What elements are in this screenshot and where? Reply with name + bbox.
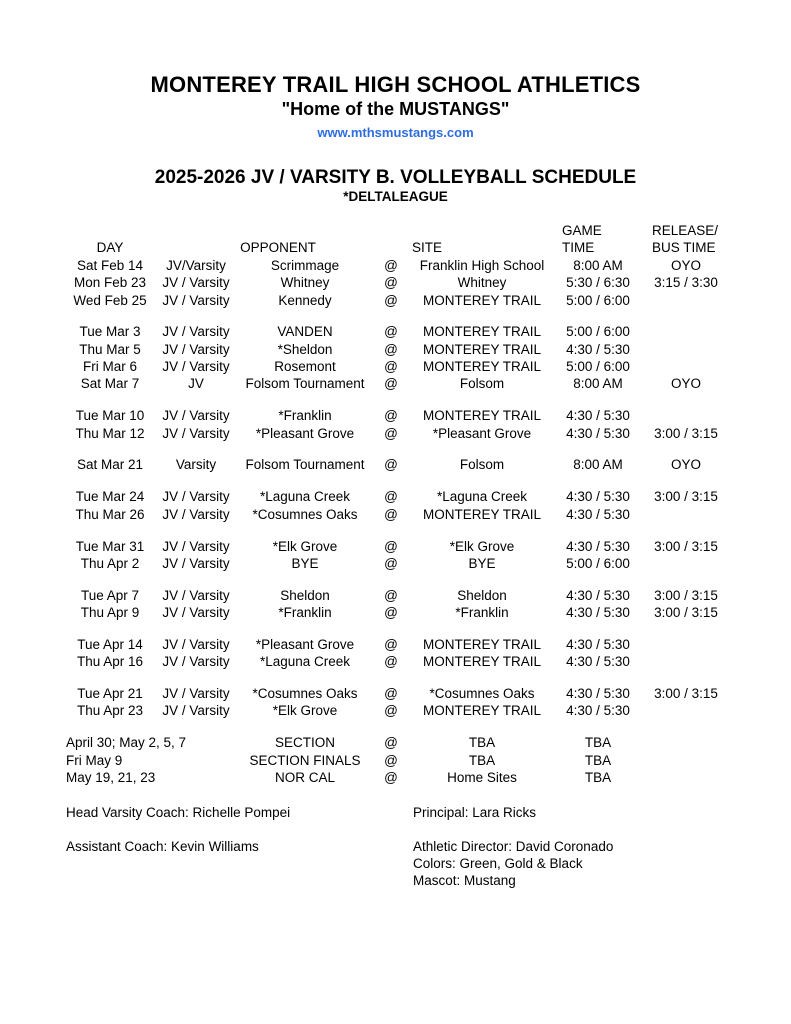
cell-time: TBA	[584, 735, 612, 751]
cell-day: Thu Apr 16	[76, 654, 144, 670]
cell-release: 3:00 / 3:15	[654, 425, 718, 441]
cell-at: @	[384, 258, 398, 273]
cell-time: TBA	[584, 752, 612, 768]
schedule-row	[60, 702, 791, 719]
cell-level: JV / Varsity	[162, 654, 230, 670]
athletic-director-line: Athletic Director: David Coronado	[413, 839, 614, 855]
cell-day: Thu Mar 12	[75, 425, 145, 441]
cell-release: 3:00 / 3:15	[654, 605, 718, 621]
cell-at: @	[384, 605, 398, 621]
cell-at: @	[384, 735, 398, 751]
cell-level: JV	[188, 376, 204, 392]
cell-opponent: *Laguna Creek	[259, 489, 351, 505]
cell-level: JV / Varsity	[162, 341, 230, 357]
cell-time: 5:00 / 6:00	[566, 359, 630, 375]
cell-at: @	[384, 376, 398, 392]
cell-opponent: SECTION	[274, 735, 335, 751]
schedule-row	[60, 323, 791, 340]
cell-level: JV / Varsity	[162, 686, 230, 702]
col-header-site: SITE	[411, 240, 442, 255]
cell-opponent: *Cosumnes Oaks	[252, 686, 358, 702]
page-title: MONTEREY TRAIL HIGH SCHOOL ATHLETICS	[150, 72, 641, 97]
cell-level: JV / Varsity	[162, 275, 230, 291]
schedule-row	[60, 292, 791, 309]
cell-time: 4:30 / 5:30	[566, 506, 630, 522]
cell-at: @	[384, 587, 398, 603]
schedule-row	[60, 734, 791, 751]
cell-release: OYO	[670, 457, 701, 473]
schedule-row	[60, 456, 791, 473]
cell-time: 4:30 / 5:30	[566, 408, 630, 424]
cell-site: *Elk Grove	[449, 538, 515, 554]
footer-right-column	[413, 804, 613, 889]
cell-release: 3:15 / 3:30	[654, 275, 718, 291]
schedule-table-body	[60, 257, 791, 786]
cell-time: 4:30 / 5:30	[566, 605, 630, 621]
cell-day: Tue Apr 14	[77, 636, 143, 652]
principal-line: Principal: Lara Ricks	[413, 805, 537, 821]
cell-site: MONTEREY TRAIL	[422, 654, 542, 670]
cell-site: MONTEREY TRAIL	[422, 506, 542, 522]
cell-time: 4:30 / 5:30	[566, 587, 630, 603]
page-subtitle: "Home of the MUSTANGS"	[281, 99, 510, 119]
schedule-group	[60, 587, 791, 622]
cell-level: JV / Varsity	[162, 555, 230, 571]
cell-time: 4:30 / 5:30	[566, 425, 630, 441]
cell-opponent: NOR CAL	[274, 769, 335, 785]
cell-time: 4:30 / 5:30	[566, 538, 630, 554]
cell-time: 8:00 AM	[573, 457, 623, 473]
cell-day: Tue Mar 10	[75, 408, 145, 424]
cell-at: @	[384, 408, 398, 424]
cell-level: JV / Varsity	[162, 425, 230, 441]
cell-at: @	[384, 636, 398, 652]
cell-level: JV / Varsity	[162, 703, 230, 719]
league-note: *DELTALEAGUE	[343, 189, 448, 204]
cell-site: Folsom	[459, 376, 505, 392]
schedule-row	[60, 341, 791, 358]
schedule-group	[60, 488, 791, 523]
cell-time: 4:30 / 5:30	[566, 489, 630, 505]
cell-day: Mon Feb 23	[73, 275, 147, 291]
schedule-group	[60, 257, 791, 309]
cell-level: JV / Varsity	[162, 292, 230, 308]
schedule-row	[60, 488, 791, 505]
cell-day: April 30; May 2, 5, 7	[66, 735, 187, 751]
cell-site: Sheldon	[457, 587, 507, 603]
cell-day: Thu Mar 26	[75, 506, 145, 522]
cell-at: @	[384, 506, 398, 522]
colors-line: Colors: Green, Gold & Black	[413, 856, 583, 872]
cell-day: Sat Mar 21	[76, 457, 144, 473]
cell-level: JV/Varsity	[166, 258, 226, 273]
cell-site: *Pleasant Grove	[432, 425, 532, 441]
cell-level: JV / Varsity	[162, 506, 230, 522]
cell-time: 8:00 AM	[573, 258, 623, 273]
schedule-row	[60, 555, 791, 572]
cell-day: Thu Apr 23	[76, 703, 144, 719]
cell-site: MONTEREY TRAIL	[422, 341, 542, 357]
schedule-group	[60, 685, 791, 720]
cell-day: Thu Mar 5	[79, 341, 141, 357]
footer-left-column	[66, 804, 413, 889]
cell-time: 4:30 / 5:30	[566, 654, 630, 670]
cell-level: JV / Varsity	[162, 359, 230, 375]
col-header-release-bus-time: RELEASE/ BUS TIME	[652, 223, 719, 255]
cell-release: 3:00 / 3:15	[654, 587, 718, 603]
cell-site: TBA	[468, 735, 496, 751]
cell-time: 4:30 / 5:30	[566, 703, 630, 719]
cell-day: Thu Apr 2	[80, 555, 140, 571]
cell-day: Fri Mar 6	[83, 359, 137, 375]
cell-day: May 19, 21, 23	[66, 769, 156, 785]
cell-level: JV / Varsity	[162, 538, 230, 554]
cell-opponent: *Pleasant Grove	[255, 636, 355, 652]
document-footer	[66, 804, 791, 889]
cell-at: @	[384, 292, 398, 308]
cell-level: JV / Varsity	[162, 605, 230, 621]
cell-time: 5:00 / 6:00	[566, 324, 630, 340]
cell-opponent: *Franklin	[278, 605, 332, 621]
cell-site: Folsom	[459, 457, 505, 473]
cell-time: 8:00 AM	[573, 376, 623, 392]
cell-day: Sat Feb 14	[76, 258, 144, 273]
cell-time: 4:30 / 5:30	[566, 636, 630, 652]
cell-opponent: Folsom Tournament	[245, 376, 365, 392]
cell-day: Wed Feb 25	[73, 292, 147, 308]
cell-site: *Cosumnes Oaks	[429, 686, 535, 702]
schedule-title: 2025-2026 JV / VARSITY B. VOLLEYBALL SCHEDULE	[154, 167, 637, 188]
cell-at: @	[384, 686, 398, 702]
cell-opponent: Sheldon	[280, 587, 330, 603]
cell-level: JV / Varsity	[162, 587, 230, 603]
cell-site: Home Sites	[447, 769, 517, 785]
cell-at: @	[384, 457, 398, 473]
cell-opponent: Scrimmage	[270, 258, 340, 273]
cell-site: MONTEREY TRAIL	[422, 408, 542, 424]
schedule-table	[60, 222, 791, 786]
schedule-group	[60, 456, 791, 473]
cell-release: OYO	[670, 376, 701, 392]
cell-at: @	[384, 769, 398, 785]
cell-day: Tue Mar 31	[75, 538, 145, 554]
schedule-row	[60, 274, 791, 291]
schedule-group	[60, 734, 791, 786]
cell-opponent: *Laguna Creek	[259, 654, 351, 670]
cell-site: TBA	[468, 752, 496, 768]
cell-time: 5:30 / 6:30	[566, 275, 630, 291]
cell-site: Franklin High School	[419, 258, 545, 273]
cell-level: JV / Varsity	[162, 489, 230, 505]
cell-at: @	[384, 752, 398, 768]
cell-release: 3:00 / 3:15	[654, 686, 718, 702]
schedule-row	[60, 685, 791, 702]
cell-site: MONTEREY TRAIL	[422, 292, 542, 308]
document-header	[0, 0, 791, 205]
cell-level: JV / Varsity	[162, 636, 230, 652]
cell-time: 5:00 / 6:00	[566, 555, 630, 571]
schedule-group	[60, 323, 791, 392]
cell-at: @	[384, 654, 398, 670]
mascot-line: Mascot: Mustang	[413, 873, 516, 889]
cell-at: @	[384, 324, 398, 340]
schedule-row	[60, 506, 791, 523]
cell-site: MONTEREY TRAIL	[422, 359, 542, 375]
cell-opponent: Folsom Tournament	[245, 457, 365, 473]
cell-level: Varsity	[175, 457, 217, 473]
cell-day: Tue Mar 24	[75, 489, 145, 505]
cell-day: Sat Mar 7	[80, 376, 140, 392]
cell-at: @	[384, 489, 398, 505]
cell-at: @	[384, 425, 398, 441]
cell-time: TBA	[584, 769, 612, 785]
cell-site: *Franklin	[455, 605, 509, 621]
website-link[interactable]: www.mthsmustangs.com	[317, 125, 474, 140]
schedule-row	[60, 257, 791, 274]
cell-day: Tue Apr 21	[77, 686, 143, 702]
schedule-row	[60, 358, 791, 375]
cell-release: 3:00 / 3:15	[654, 489, 718, 505]
cell-opponent: *Sheldon	[277, 341, 333, 357]
cell-at: @	[384, 538, 398, 554]
cell-opponent: *Elk Grove	[272, 703, 338, 719]
cell-level: JV / Varsity	[162, 324, 230, 340]
cell-opponent: *Cosumnes Oaks	[252, 506, 358, 522]
cell-opponent: *Franklin	[278, 408, 332, 424]
cell-site: BYE	[468, 555, 496, 571]
cell-opponent: Whitney	[280, 275, 330, 291]
cell-site: MONTEREY TRAIL	[422, 703, 542, 719]
schedule-row	[60, 587, 791, 604]
cell-site: Whitney	[457, 275, 507, 291]
cell-release: OYO	[670, 258, 701, 273]
cell-opponent: *Elk Grove	[272, 538, 338, 554]
cell-opponent: BYE	[291, 555, 319, 571]
schedule-row	[60, 636, 791, 653]
schedule-row	[60, 425, 791, 442]
cell-opponent: VANDEN	[277, 324, 333, 340]
head-coach-line: Head Varsity Coach: Richelle Pompei	[66, 805, 291, 821]
cell-day: Tue Mar 3	[79, 324, 141, 340]
schedule-row	[60, 769, 791, 786]
table-header-row	[60, 222, 791, 256]
col-header-game-time: GAME TIME	[562, 223, 602, 255]
cell-site: *Laguna Creek	[436, 489, 528, 505]
cell-time: 4:30 / 5:30	[566, 686, 630, 702]
cell-time: 4:30 / 5:30	[566, 341, 630, 357]
cell-opponent: Rosemont	[274, 359, 336, 375]
cell-at: @	[384, 359, 398, 375]
cell-opponent: Kennedy	[278, 292, 332, 308]
cell-site: MONTEREY TRAIL	[422, 324, 542, 340]
col-header-opponent: OPPONENT	[240, 240, 316, 255]
cell-opponent: *Pleasant Grove	[255, 425, 355, 441]
schedule-row	[60, 752, 791, 769]
cell-opponent: SECTION FINALS	[249, 752, 361, 768]
col-header-day: DAY	[96, 240, 124, 255]
cell-time: 5:00 / 6:00	[566, 292, 630, 308]
schedule-group	[60, 538, 791, 573]
cell-day: Tue Apr 7	[80, 587, 140, 603]
schedule-row	[60, 538, 791, 555]
cell-day: Fri May 9	[66, 752, 123, 768]
cell-day: Thu Apr 9	[80, 605, 140, 621]
cell-at: @	[384, 703, 398, 719]
cell-level: JV / Varsity	[162, 408, 230, 424]
cell-site: MONTEREY TRAIL	[422, 636, 542, 652]
cell-at: @	[384, 341, 398, 357]
cell-at: @	[384, 555, 398, 571]
assistant-coach-line: Assistant Coach: Kevin Williams	[66, 839, 259, 855]
schedule-row	[60, 604, 791, 621]
schedule-row	[60, 653, 791, 670]
cell-release: 3:00 / 3:15	[654, 538, 718, 554]
schedule-group	[60, 407, 791, 442]
schedule-row	[60, 407, 791, 424]
schedule-group	[60, 636, 791, 671]
cell-at: @	[384, 275, 398, 291]
schedule-row	[60, 375, 791, 392]
